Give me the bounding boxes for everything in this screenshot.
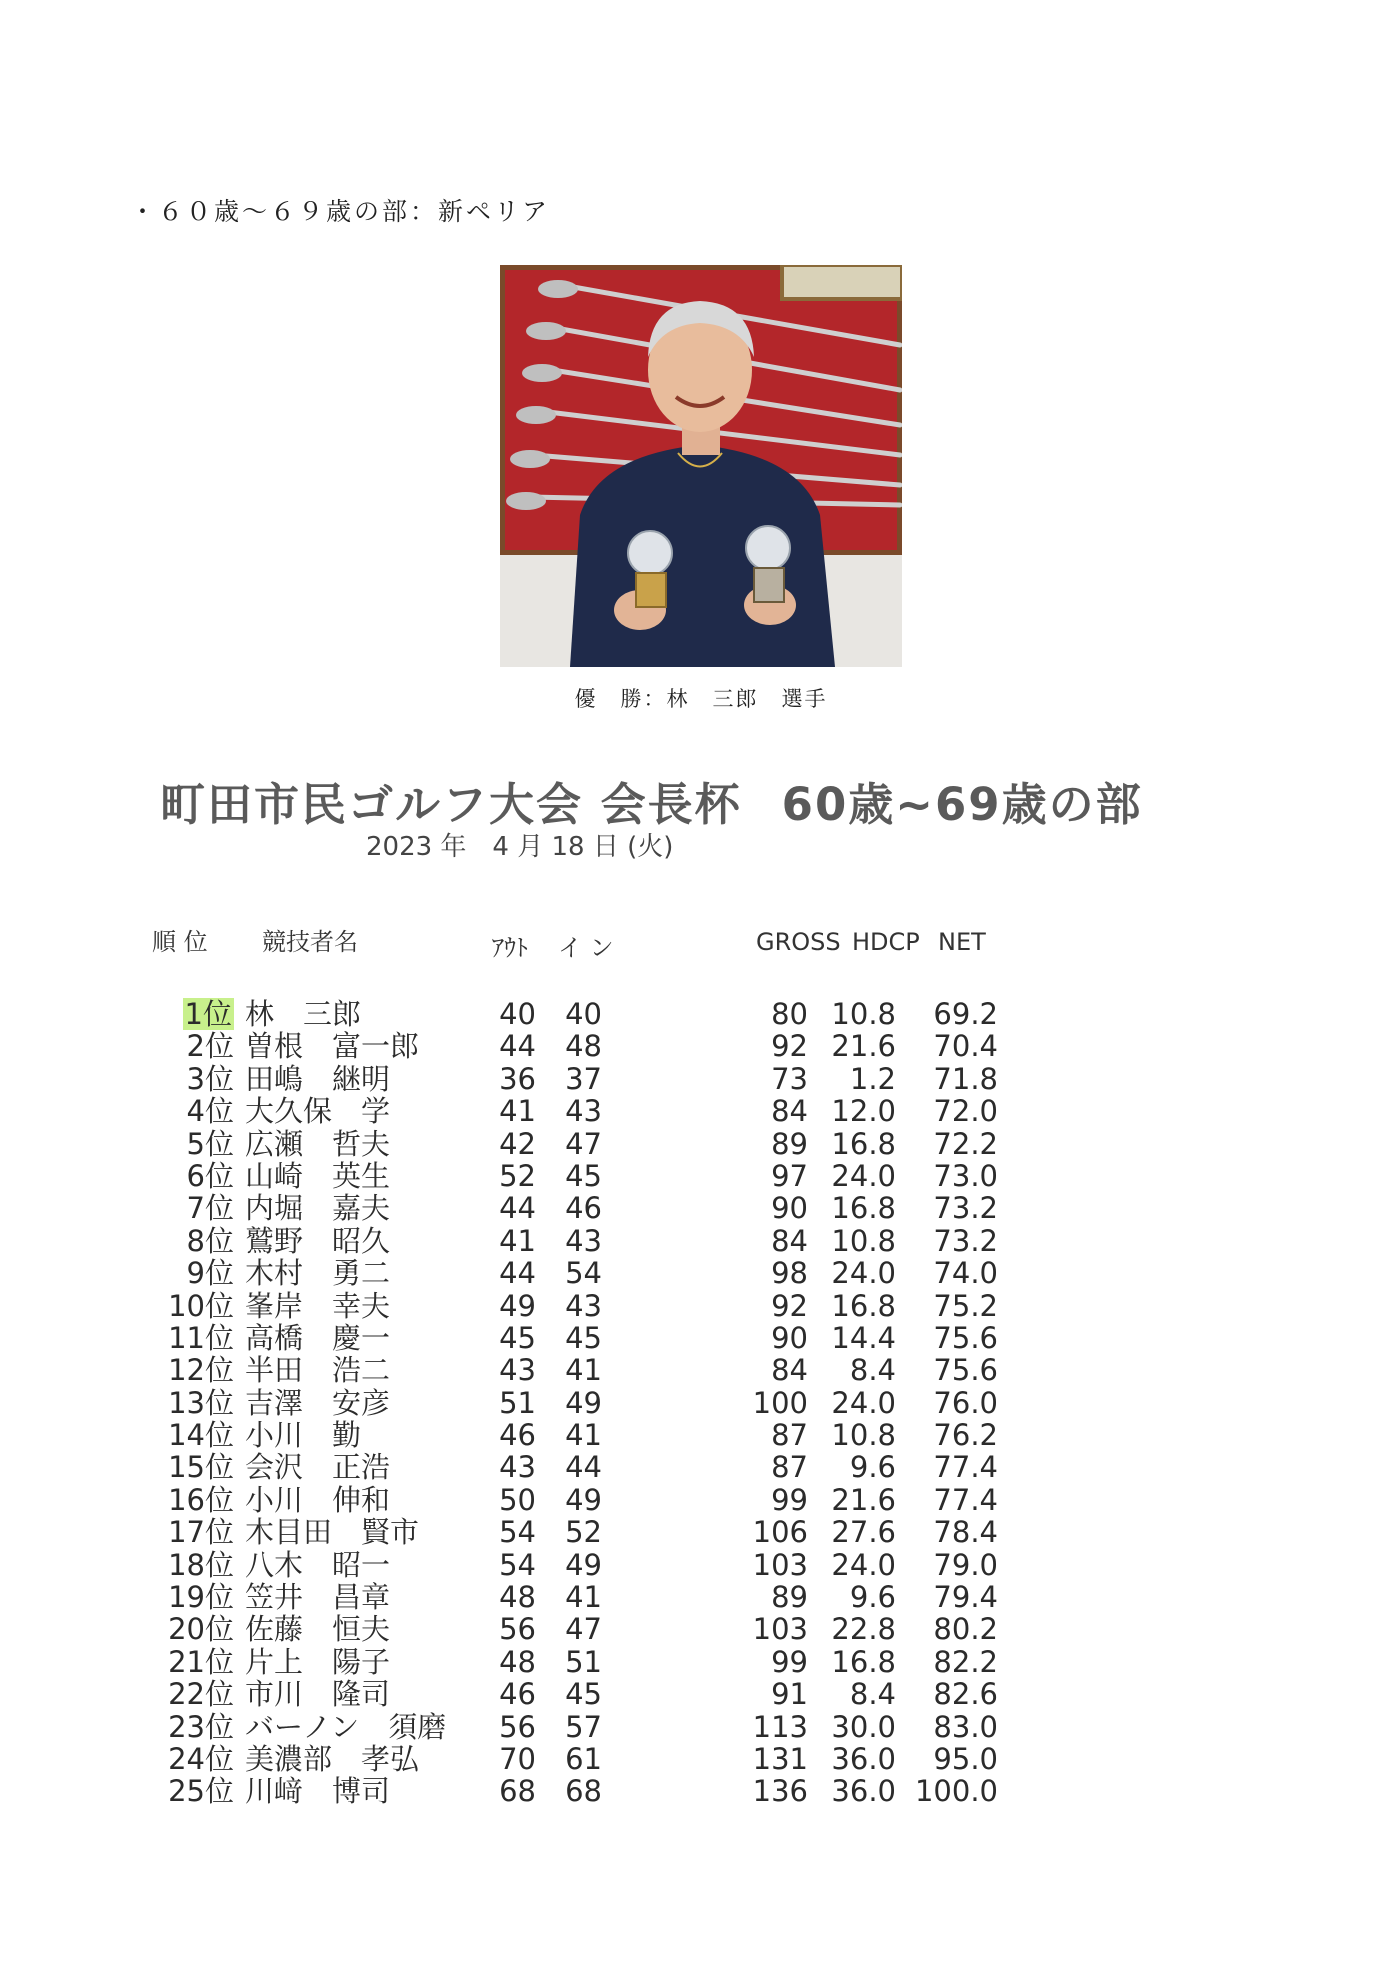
result-in: 52	[565, 1515, 602, 1550]
result-rank: 15位	[168, 1450, 234, 1485]
result-out: 43	[499, 1353, 536, 1388]
winner-photo-image	[500, 265, 902, 667]
caption-winner-label: 優 勝：林 三郎 選手	[574, 687, 828, 711]
table-row	[0, 1484, 1398, 1516]
result-name: バーノン 須磨	[245, 1709, 447, 1744]
result-rank: 8位	[186, 1223, 234, 1258]
result-in: 43	[565, 1288, 602, 1323]
result-in: 45	[565, 1320, 602, 1355]
result-name: 大久保 学	[245, 1094, 391, 1129]
result-net: 76.0	[933, 1385, 998, 1420]
result-net: 74.0	[933, 1256, 998, 1291]
result-rank: 14位	[168, 1418, 234, 1453]
result-hdcp: 9.6	[849, 1450, 896, 1485]
header-net: NET	[938, 928, 986, 956]
result-hdcp: 8.4	[849, 1353, 896, 1388]
result-hdcp: 36.0	[831, 1741, 896, 1776]
result-name: 林 三郎	[245, 997, 362, 1031]
result-out: 42	[499, 1126, 536, 1161]
result-out: 70	[499, 1741, 536, 1776]
result-name: 木目田 賢市	[245, 1515, 420, 1550]
result-out: 46	[499, 1677, 536, 1712]
result-rank: 17位	[168, 1515, 234, 1550]
result-net: 71.8	[933, 1061, 998, 1096]
result-out: 68	[499, 1774, 536, 1809]
result-gross: 99	[771, 1482, 808, 1517]
result-name: 広瀬 哲夫	[245, 1126, 391, 1161]
result-hdcp: 9.6	[849, 1580, 896, 1615]
result-name: 半田 浩二	[245, 1353, 391, 1388]
result-hdcp: 24.0	[831, 1158, 896, 1193]
result-gross: 99	[771, 1644, 808, 1679]
result-rank: 22位	[168, 1677, 234, 1712]
result-name: 内堀 嘉夫	[245, 1191, 391, 1226]
result-net: 75.6	[933, 1320, 998, 1355]
result-net: 73.2	[933, 1191, 998, 1226]
result-hdcp: 10.8	[831, 1223, 896, 1258]
result-gross: 103	[752, 1547, 808, 1582]
result-in: 49	[565, 1385, 602, 1420]
result-out: 56	[499, 1612, 536, 1647]
table-row	[0, 1678, 1398, 1710]
result-net: 76.2	[933, 1418, 998, 1453]
result-hdcp: 27.6	[831, 1515, 896, 1550]
result-gross: 89	[771, 1580, 808, 1615]
result-out: 44	[499, 1029, 536, 1064]
result-gross: 73	[771, 1061, 808, 1096]
result-name: 鷲野 昭久	[245, 1223, 391, 1258]
result-in: 49	[565, 1482, 602, 1517]
table-row	[0, 1030, 1398, 1062]
result-gross: 136	[752, 1774, 808, 1809]
result-name: 吉澤 安彦	[245, 1385, 391, 1420]
result-gross: 92	[771, 1288, 808, 1323]
result-hdcp: 10.8	[831, 997, 896, 1031]
result-hdcp: 14.4	[831, 1320, 896, 1355]
result-hdcp: 1.2	[849, 1061, 896, 1096]
result-gross: 97	[771, 1158, 808, 1193]
header-in: イ ン	[558, 934, 614, 962]
result-out: 54	[499, 1547, 536, 1582]
result-rank: 4位	[186, 1094, 234, 1129]
result-hdcp: 36.0	[831, 1774, 896, 1809]
result-net: 77.4	[933, 1482, 998, 1517]
result-rank: 18位	[168, 1547, 234, 1582]
result-hdcp: 21.6	[831, 1482, 896, 1517]
table-row	[0, 1095, 1398, 1127]
result-out: 52	[499, 1158, 536, 1193]
result-net: 73.0	[933, 1158, 998, 1193]
result-in: 43	[565, 1223, 602, 1258]
result-gross: 87	[771, 1418, 808, 1453]
result-gross: 113	[752, 1709, 808, 1744]
result-net: 79.4	[933, 1580, 998, 1615]
result-gross: 100	[752, 1385, 808, 1420]
result-name: 山崎 英生	[245, 1158, 391, 1193]
result-out: 54	[499, 1515, 536, 1550]
table-row	[0, 1322, 1398, 1354]
result-rank: 24位	[168, 1741, 234, 1776]
result-net: 73.2	[933, 1223, 998, 1258]
result-rank: 20位	[168, 1612, 234, 1647]
result-out: 56	[499, 1709, 536, 1744]
result-out: 36	[499, 1061, 536, 1096]
result-name: 笠井 昌章	[245, 1580, 391, 1615]
result-rank: 13位	[168, 1385, 234, 1420]
table-row	[0, 998, 1398, 1030]
result-in: 57	[565, 1709, 602, 1744]
result-rank: 10位	[168, 1288, 234, 1323]
result-in: 45	[565, 1158, 602, 1193]
result-name: 峯岸 幸夫	[245, 1288, 391, 1323]
winner-photo	[500, 265, 902, 667]
results-header	[0, 922, 1398, 962]
result-rank: 23位	[168, 1709, 234, 1744]
result-name: 八木 昭一	[245, 1547, 391, 1582]
result-rank: 2位	[186, 1029, 234, 1064]
table-row	[0, 1387, 1398, 1419]
result-in: 54	[565, 1256, 602, 1291]
result-gross: 84	[771, 1094, 808, 1129]
result-gross: 84	[771, 1223, 808, 1258]
result-in: 47	[565, 1126, 602, 1161]
table-row	[0, 1290, 1398, 1322]
result-in: 61	[565, 1741, 602, 1776]
result-rank: 11位	[168, 1320, 234, 1355]
result-rank: 21位	[168, 1644, 234, 1679]
result-in: 46	[565, 1191, 602, 1226]
table-row	[0, 1775, 1398, 1807]
table-row	[0, 1128, 1398, 1160]
result-in: 41	[565, 1353, 602, 1388]
result-net: 72.2	[933, 1126, 998, 1161]
table-row	[0, 1225, 1398, 1257]
result-out: 48	[499, 1644, 536, 1679]
result-out: 46	[499, 1418, 536, 1453]
table-row	[0, 1354, 1398, 1386]
result-out: 51	[499, 1385, 536, 1420]
result-name: 田嶋 継明	[245, 1061, 391, 1096]
result-hdcp: 24.0	[831, 1547, 896, 1582]
result-net: 77.4	[933, 1450, 998, 1485]
result-in: 47	[565, 1612, 602, 1647]
result-name: 佐藤 恒夫	[245, 1612, 391, 1647]
result-net: 83.0	[933, 1709, 998, 1744]
results-table	[0, 998, 1398, 1808]
result-gross: 103	[752, 1612, 808, 1647]
result-in: 43	[565, 1094, 602, 1129]
result-gross: 91	[771, 1677, 808, 1712]
result-hdcp: 30.0	[831, 1709, 896, 1744]
result-in: 37	[565, 1061, 602, 1096]
result-rank: 25位	[168, 1774, 234, 1809]
table-row	[0, 1451, 1398, 1483]
result-net: 72.0	[933, 1094, 998, 1129]
result-in: 41	[565, 1580, 602, 1615]
result-hdcp: 24.0	[831, 1256, 896, 1291]
result-net: 82.2	[933, 1644, 998, 1679]
result-out: 41	[499, 1094, 536, 1129]
table-row	[0, 1063, 1398, 1095]
result-hdcp: 16.8	[831, 1644, 896, 1679]
result-rank: 6位	[186, 1158, 234, 1193]
result-net: 75.2	[933, 1288, 998, 1323]
result-rank: 19位	[168, 1580, 234, 1615]
result-in: 40	[565, 997, 602, 1031]
result-name: 美濃部 孝弘	[245, 1741, 420, 1776]
result-gross: 92	[771, 1029, 808, 1064]
page-title	[160, 768, 1143, 833]
result-gross: 80	[771, 997, 808, 1031]
table-row	[0, 1160, 1398, 1192]
result-gross: 89	[771, 1126, 808, 1161]
table-row	[0, 1743, 1398, 1775]
header-rank: 順 位	[152, 928, 208, 956]
result-gross: 131	[752, 1741, 808, 1776]
result-gross: 98	[771, 1256, 808, 1291]
result-hdcp: 16.8	[831, 1126, 896, 1161]
header-gross: GROSS	[756, 928, 841, 956]
section-heading: ・６０歳～６９歳の部：新ペリア	[130, 197, 551, 226]
table-row	[0, 1581, 1398, 1613]
result-out: 44	[499, 1191, 536, 1226]
result-out: 48	[499, 1580, 536, 1615]
table-row	[0, 1711, 1398, 1743]
table-row	[0, 1613, 1398, 1645]
result-in: 44	[565, 1450, 602, 1485]
result-net: 70.4	[933, 1029, 998, 1064]
result-rank: 9位	[186, 1256, 234, 1291]
result-hdcp: 16.8	[831, 1191, 896, 1226]
result-out: 40	[499, 997, 536, 1031]
result-net: 75.6	[933, 1353, 998, 1388]
table-row	[0, 1646, 1398, 1678]
result-net: 82.6	[933, 1677, 998, 1712]
title-division: 60歳~69歳の部	[781, 778, 1143, 831]
result-name: 片上 陽子	[245, 1644, 391, 1679]
result-net: 69.2	[933, 997, 998, 1031]
result-name: 小川 勤	[245, 1418, 362, 1453]
result-net: 78.4	[933, 1515, 998, 1550]
photo-caption	[500, 683, 902, 713]
result-rank: 12位	[168, 1353, 234, 1388]
result-hdcp: 12.0	[831, 1094, 896, 1129]
result-name: 市川 隆司	[245, 1677, 391, 1712]
result-hdcp: 24.0	[831, 1385, 896, 1420]
result-in: 48	[565, 1029, 602, 1064]
result-out: 50	[499, 1482, 536, 1517]
result-name: 木村 勇二	[245, 1256, 391, 1291]
result-out: 49	[499, 1288, 536, 1323]
result-name: 川﨑 博司	[245, 1774, 391, 1809]
event-date: 2023 年 4 月 18 日 (火)	[366, 832, 674, 862]
result-rank: 1位	[184, 997, 232, 1031]
result-name: 会沢 正浩	[245, 1450, 391, 1485]
result-rank: 5位	[186, 1126, 234, 1161]
header-name: 競技者名	[262, 928, 358, 956]
result-net: 80.2	[933, 1612, 998, 1647]
result-hdcp: 10.8	[831, 1418, 896, 1453]
result-out: 41	[499, 1223, 536, 1258]
result-rank: 3位	[186, 1061, 234, 1096]
table-row	[0, 1549, 1398, 1581]
result-gross: 90	[771, 1320, 808, 1355]
result-name: 曽根 富一郎	[245, 1029, 420, 1064]
result-hdcp: 22.8	[831, 1612, 896, 1647]
header-out: ｱｳﾄ	[492, 934, 528, 962]
result-rank: 7位	[186, 1191, 234, 1226]
result-net: 95.0	[933, 1741, 998, 1776]
title-main: 町田市民ゴルフ大会 会長杯	[160, 778, 742, 831]
result-out: 43	[499, 1450, 536, 1485]
table-row	[0, 1192, 1398, 1224]
result-in: 41	[565, 1418, 602, 1453]
result-in: 51	[565, 1644, 602, 1679]
result-net: 79.0	[933, 1547, 998, 1582]
result-name: 高橋 慶一	[245, 1320, 391, 1355]
result-net: 100.0	[914, 1774, 998, 1809]
result-gross: 84	[771, 1353, 808, 1388]
result-rank: 16位	[168, 1482, 234, 1517]
result-name: 小川 伸和	[245, 1482, 391, 1517]
result-out: 45	[499, 1320, 536, 1355]
result-hdcp: 16.8	[831, 1288, 896, 1323]
header-hdcp: HDCP	[852, 928, 920, 956]
table-row	[0, 1516, 1398, 1548]
result-gross: 106	[752, 1515, 808, 1550]
result-in: 49	[565, 1547, 602, 1582]
result-gross: 90	[771, 1191, 808, 1226]
table-row	[0, 1419, 1398, 1451]
result-in: 68	[565, 1774, 602, 1809]
result-gross: 87	[771, 1450, 808, 1485]
result-hdcp: 8.4	[849, 1677, 896, 1712]
result-out: 44	[499, 1256, 536, 1291]
result-in: 45	[565, 1677, 602, 1712]
table-row	[0, 1257, 1398, 1289]
result-hdcp: 21.6	[831, 1029, 896, 1064]
